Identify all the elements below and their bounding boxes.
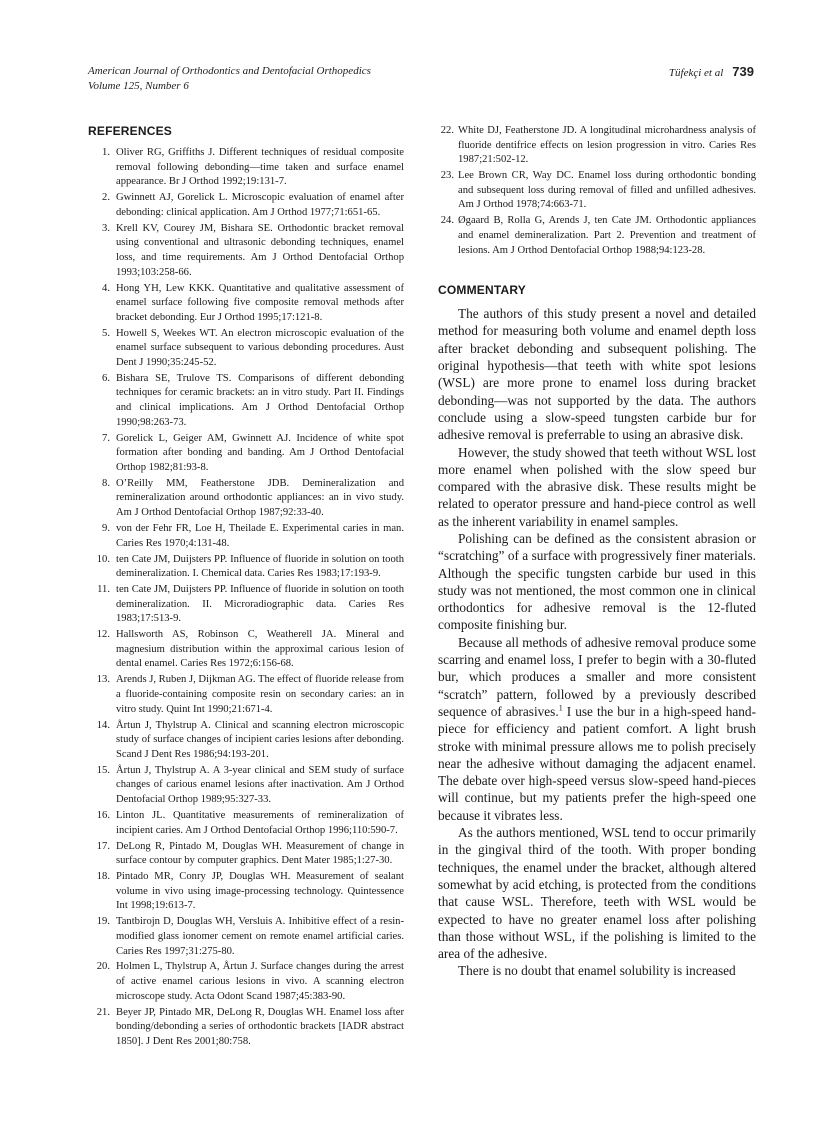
right-column [438, 124, 756, 980]
citation-superscript: 1 [558, 703, 563, 713]
reference-text: Bishara SE, Trulove TS. Comparisons of different debonding techniques for ceramic brackets: an in vitro study. Part II. Findings and clinical implications. Am J Orthod Dentofacial Orthop 1990;98:263-73. [116, 372, 404, 428]
reference-text: Gwinnett AJ, Gorelick L. Microscopic evaluation of enamel after debonding: clinical application. Am J Orthod 1977;71:651-65. [116, 192, 404, 218]
reference-item [88, 477, 404, 521]
reference-number: 5. [102, 327, 110, 339]
reference-text: Arends J, Ruben J, Dijkman AG. The effect of fluoride release from a fluoride-containing composite resin on secondary caries: an in vitro study. Quint Int 1990;21:671-4. [116, 674, 404, 715]
reference-text: Holmen L, Thylstrup A, Årtun J. Surface changes during the arrest of active enamel carious lesions in vivo. A scanning electron microscope study. Acta Odont Scand 1987;45:383-90. [116, 961, 404, 1002]
paragraph-text: I use the bur in a high-speed hand-piece for efficiency and patient comfort. A light brush stroke with minimal pressure allows me to polish precisely near the adhesive without damaging the adjacent enamel. The debate over high-speed versus slow-speed hand-pieces will continue, but my patients prefer the high-speed one because it vibrates less. [438, 703, 756, 823]
reference-number: 12. [96, 629, 110, 641]
commentary-paragraph: The authors of this study present a novel and detailed method for measuring both volume and enamel depth loss after bracket debonding and subsequent polishing. The original hypothesis—that teeth with white spot lesions (WSL) are more prone to enamel loss during bracket debonding—was not supported by the data. The authors conclude using a slow-speed tungsten carbide bur for adhesive removal is preferrable to using an abrasive disk. [438, 306, 756, 443]
paragraph-text: Because all methods of adhesive removal produce some scarring and enamel loss, I prefer to begin with a 30-fluted bur, which produces a smaller and more consistent “scratch” pattern, followed by a previously described sequence of abrasives. [438, 634, 756, 719]
page-info [669, 64, 754, 81]
reference-item [88, 809, 404, 838]
reference-text: Howell S, Weekes WT. An electron microscopic evaluation of the enamel surface subsequent to various debonding procedures. Aust Dent J 1990;35:245-52. [116, 327, 404, 368]
reference-number: 14. [96, 719, 110, 731]
reference-item [88, 222, 404, 280]
reference-item [438, 214, 756, 258]
commentary-section [438, 283, 756, 980]
reference-item [88, 553, 404, 582]
reference-text: Tantbirojn D, Douglas WH, Versluis A. Inhibitive effect of a resin-modified glass ionomer cement on remote enamel artificial caries. Caries Res 1997;31:275-80. [116, 916, 404, 957]
reference-item [88, 673, 404, 717]
reference-number: 6. [102, 372, 110, 384]
reference-text: Hallsworth AS, Robinson C, Weatherell JA. Mineral and magnesium distribution within the approximal carious lesion of dental enamel. Caries Res 1972;6:156-68. [116, 629, 404, 670]
reference-item [88, 327, 404, 371]
reference-number: 22. [440, 125, 454, 136]
reference-item [88, 191, 404, 220]
page-number: 739 [732, 64, 754, 79]
journal-info [88, 64, 371, 94]
reference-item [438, 169, 756, 213]
reference-text: Beyer JP, Pintado MR, DeLong R, Douglas WH. Enamel loss after bonding/debonding a series of orthodontic brackets [IADR abstract 1850]. J Dent Res 2001;80:758. [116, 1006, 404, 1047]
reference-text: Oliver RG, Griffiths J. Different techniques of residual composite removal following debonding—time taken and surface enamel appearance. Br J Orthod 1992;19:131-7. [116, 147, 404, 188]
reference-text: Hong YH, Lew KKK. Quantitative and qualitative assessment of enamel surface following five composite removal methods after bracket debonding. Eur J Orthod 1995;17:121-8. [116, 282, 404, 323]
reference-number: 8. [102, 477, 110, 489]
reference-item [88, 146, 404, 190]
left-column [88, 124, 404, 1051]
commentary-paragraph: There is no doubt that enamel solubility is increased [458, 963, 736, 979]
reference-item [88, 522, 404, 551]
reference-number: 19. [96, 916, 110, 928]
reference-number: 17. [96, 840, 110, 852]
reference-number: 3. [102, 222, 110, 234]
commentary-paragraph: Polishing can be defined as the consistent abrasion or “scratching” of a surface with progressively finer materials. Although the specific tungsten carbide bur used in this study was not mentioned, the most common one in clinical orthodontics for adhesive removal is the 12-fluted composite finishing bur. [438, 530, 756, 633]
reference-item [88, 628, 404, 672]
reference-number: 21. [96, 1006, 110, 1018]
reference-text: DeLong R, Pintado M, Douglas WH. Measurement of change in surface contour by computer graphics. Dent Mater 1985;1:27-30. [116, 840, 404, 867]
journal-title: American Journal of Orthodontics and Dentofacial Orthopedics [88, 65, 371, 77]
reference-text: Krell KV, Courey JM, Bishara SE. Orthodontic bracket removal using conventional and ultrasonic debonding techniques, enamel loss, and time requirements. Am J Orthod Dentofacial Orthop 1993;103:258-66. [116, 222, 404, 278]
reference-text: von der Fehr FR, Loe H, Theilade E. Experimental caries in man. Caries Res 1970;4:131-48. [116, 522, 404, 549]
reference-text: O’Reilly MM, Featherstone JDB. Demineralization and remineralization around orthodontic appliances: an in vivo study. Am J Orthod Dentofacial Orthop 1987;92:33-40. [116, 477, 404, 518]
references-list-continued [438, 124, 756, 258]
reference-text: ten Cate JM, Duijsters PP. Influence of fluoride in solution on tooth demineralization. I. Chemical data. Caries Res 1983;17:193-9. [116, 553, 404, 580]
commentary-heading: COMMENTARY [438, 283, 526, 298]
reference-number: 18. [96, 871, 110, 883]
reference-item [88, 719, 404, 763]
reference-text: Øgaard B, Rolla G, Arends J, ten Cate JM. Orthodontic appliances and enamel demineralization. Part 2. Prevention and treatment of lesions. Am J Orthod Dentofacial Orthop 1988;94:123-28. [458, 215, 756, 256]
commentary-paragraph [438, 634, 756, 824]
reference-text: Linton JL. Quantitative measurements of remineralization of incipient caries. Am J Orthod Dentofacial Orthop 1996;110:590-7. [116, 809, 404, 836]
reference-number: 11. [97, 584, 110, 596]
reference-item [438, 124, 756, 168]
reference-text: Årtun J, Thylstrup A. Clinical and scanning electron microscopic study of surface changes of incipient caries lesions after debonding. Scand J Dent Res 1986;94:193-201. [116, 719, 404, 760]
references-heading: REFERENCES [88, 124, 173, 138]
reference-number: 2. [102, 192, 110, 204]
reference-number: 1. [102, 147, 110, 158]
reference-number: 20. [96, 961, 110, 973]
reference-text: White DJ, Featherstone JD. A longitudinal microhardness analysis of fluoride dentifrice effects on lesion progression in vitro. Caries Res 1987;21:502-12. [458, 125, 756, 166]
reference-item [88, 432, 404, 476]
reference-item [88, 870, 404, 914]
reference-number: 10. [96, 553, 110, 565]
reference-number: 16. [96, 809, 110, 821]
reference-number: 7. [102, 432, 110, 444]
running-authors: Tüfekçi et al [668, 67, 724, 79]
commentary-paragraph: As the authors mentioned, WSL tend to occur primarily in the gingival third of the tooth. With proper bonding techniques, the enamel under the bracket, although altered somewhat by acid etching, is protected from the conditions that cause WSL. Therefore, teeth with WSL would be expected to have no greater enamel loss after polishing than those without WSL, if the polishing is limited to the area of the adhesive. [438, 825, 756, 962]
reference-item [88, 282, 404, 326]
reference-item [88, 1006, 404, 1050]
reference-item [88, 764, 404, 808]
reference-number: 15. [96, 764, 110, 776]
reference-text: Lee Brown CR, Way DC. Enamel loss during orthodontic bonding and subsequent loss during removal of filled and unfilled adhesives. Am J Orthod 1978;74:663-71. [458, 170, 756, 211]
reference-item [88, 915, 404, 959]
commentary-paragraph: However, the study showed that teeth without WSL lost more enamel when polished with the slow speed bur compared with the abrasive disk. These results might be related to operator pressure and hand-piece control as well as the inherent variability in enamel samples. [438, 444, 756, 529]
reference-number: 4. [102, 282, 110, 294]
reference-number: 9. [102, 522, 110, 534]
reference-item [88, 840, 404, 869]
reference-number: 24. [440, 215, 454, 227]
reference-text: Pintado MR, Conry JP, Douglas WH. Measurement of sealant volume in vivo using image-processing technology. Quintessence Int 1998;19:613-7. [116, 871, 404, 912]
reference-number: 23. [440, 170, 454, 182]
reference-text: Årtun J, Thylstrup A. A 3-year clinical and SEM study of surface changes of carious enamel lesions after inactivation. Am J Orthod Dentofacial Orthop 1989;95:327-33. [116, 764, 404, 805]
reference-item [88, 583, 404, 627]
reference-text: Gorelick L, Geiger AM, Gwinnett AJ. Incidence of white spot formation after bonding and banding. Am J Orthod Dentofacial Orthop 1982;81:93-8. [116, 432, 404, 473]
reference-item [88, 372, 404, 430]
reference-text: ten Cate JM, Duijsters PP. Influence of fluoride in solution on tooth demineralization. II. Microradiographic data. Caries Res 1983;17:513-9. [116, 584, 404, 625]
references-list [88, 146, 404, 1049]
journal-volume: Volume 125, Number 6 [88, 80, 189, 92]
reference-item [88, 960, 404, 1004]
reference-number: 13. [96, 674, 110, 686]
